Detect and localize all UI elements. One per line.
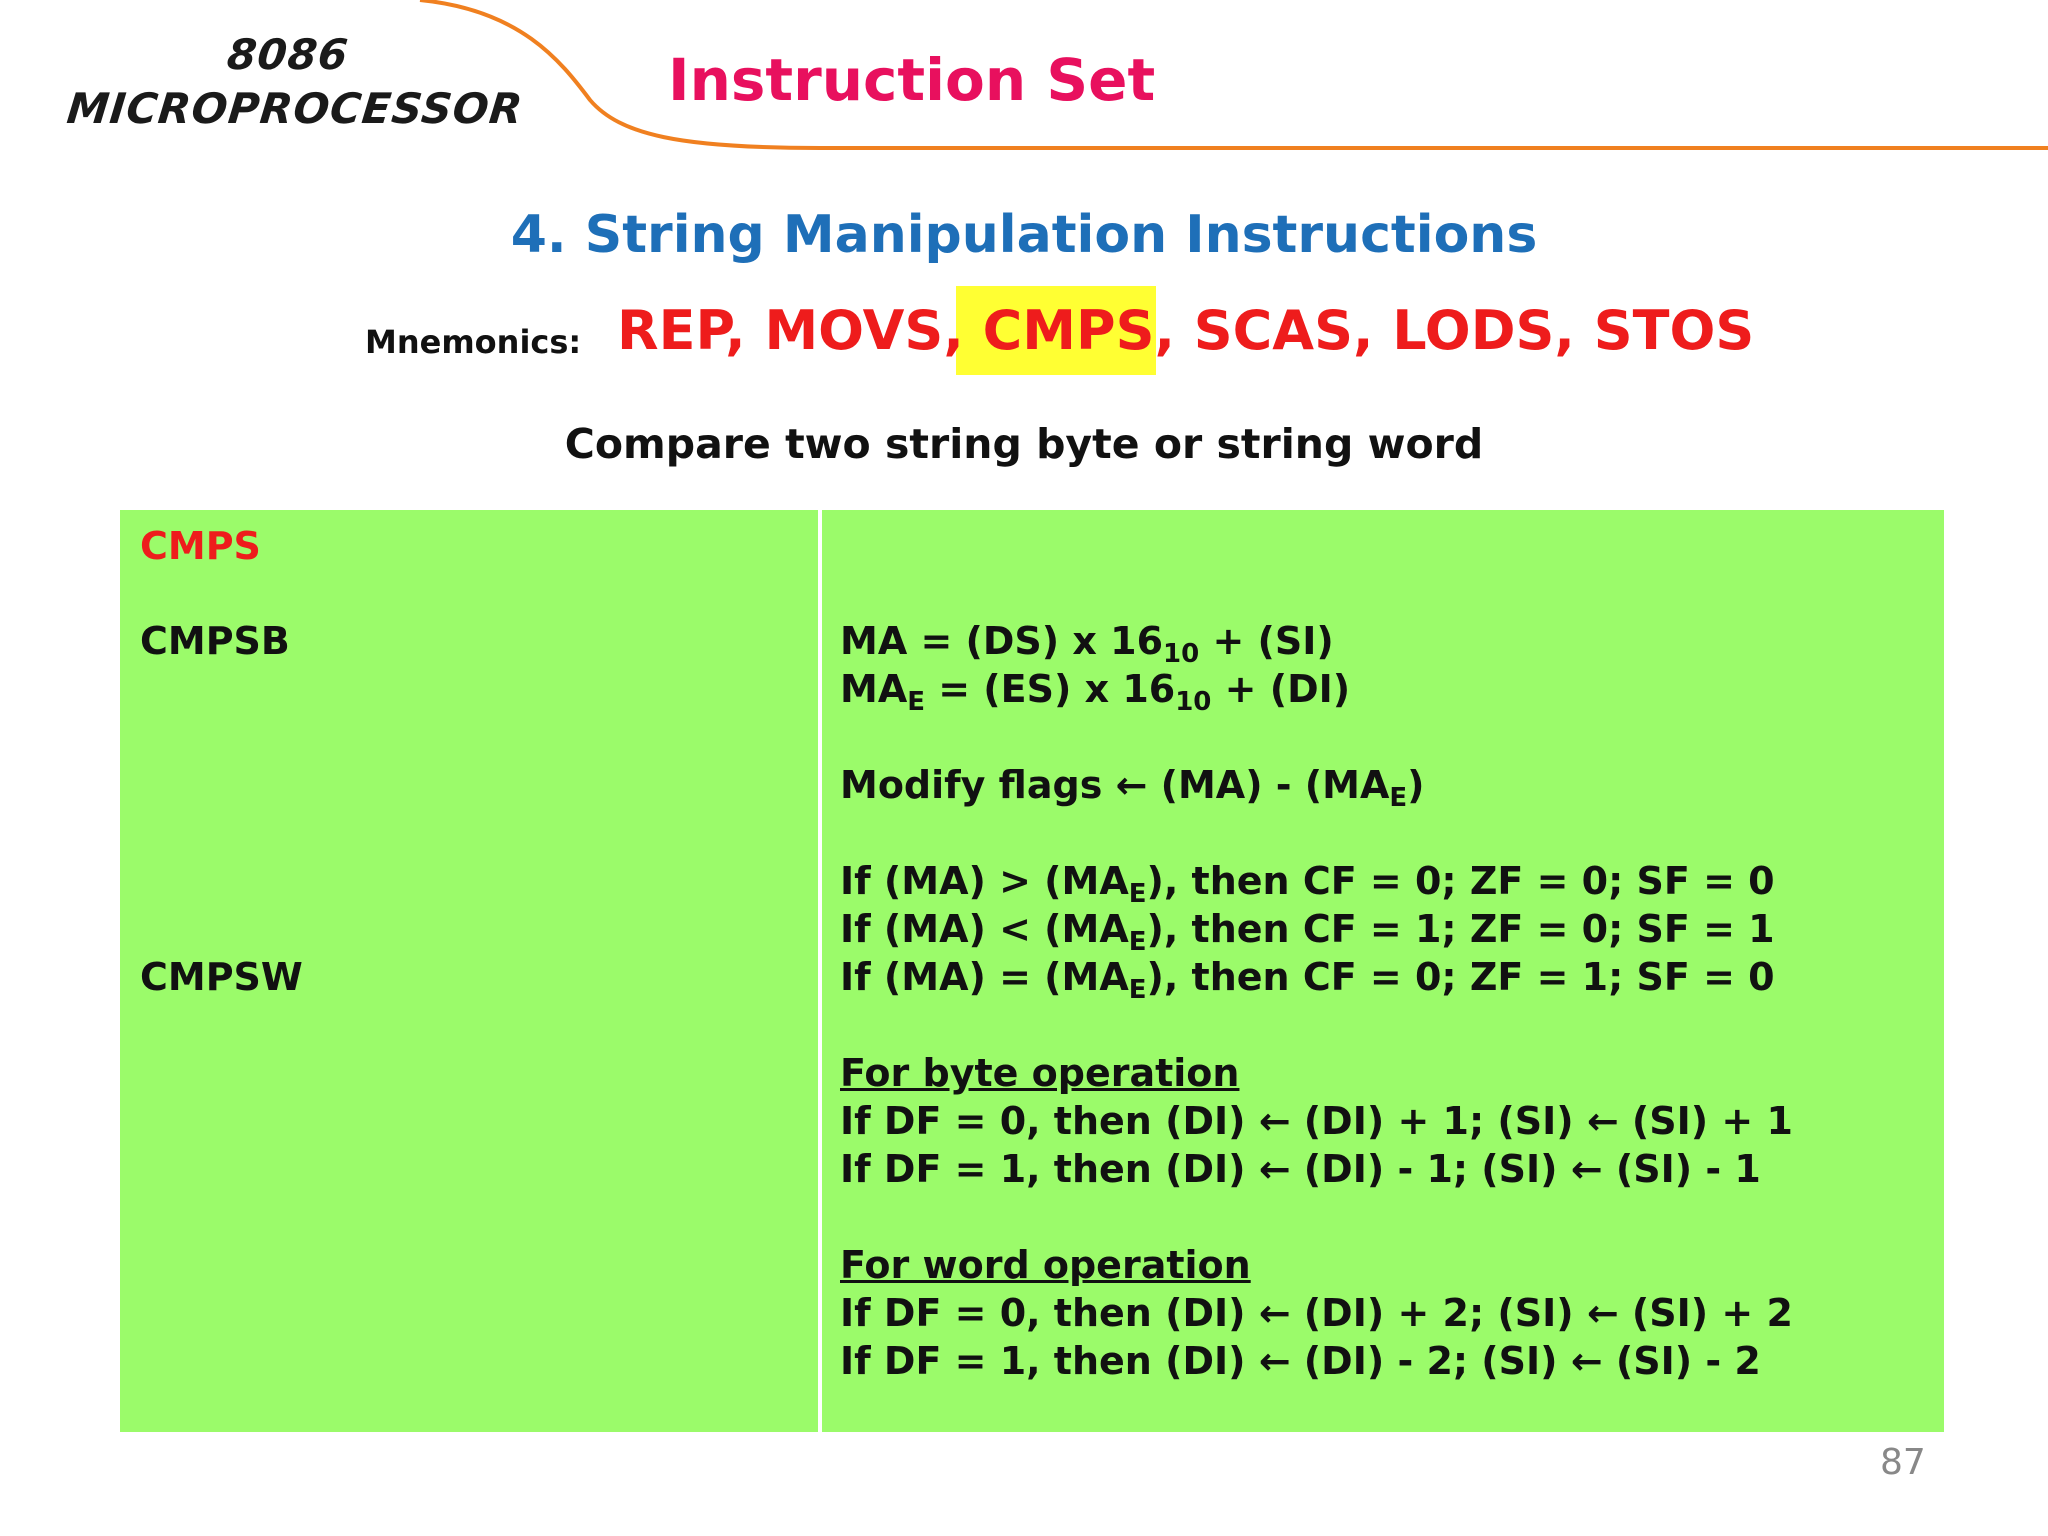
- condition-greater-line: If $(MA) > (MA_E)$, then CF = 0; ZF = 0; SF = 0: [840, 859, 1775, 909]
- word-df0-line: If DF = 0, then (DI) ← (DI) + 2; (SI) ← (SI) + 2: [840, 1291, 1793, 1335]
- slide-title: Instruction Set: [668, 46, 1156, 114]
- logo-line-1: 8086: [224, 30, 351, 79]
- memory-address-line: MA = (DS) x $16_{10} + (SI)$: [840, 619, 1334, 669]
- cmpsb-mnemonic: CMPSB: [140, 619, 290, 663]
- operation-description: [840, 617, 1793, 1385]
- mnemonics-list: REP, MOVS, CMPS, SCAS, LODS, STOS: [617, 299, 1755, 362]
- byte-operation-heading: For byte operation: [840, 1051, 1240, 1095]
- logo-text: [64, 28, 526, 136]
- condition-equal-line: If $(MA) = (MA_E)$, then CF = 0; ZF = 1; SF = 0: [840, 955, 1775, 1005]
- extra-memory-address-line: $MA_E = (ES)$ x $16_{10} + (DI)$: [840, 667, 1351, 717]
- cmps-mnemonic: CMPS: [140, 524, 261, 568]
- section-heading: 4. String Manipulation Instructions: [510, 205, 1538, 265]
- byte-df1-line: If DF = 1, then (DI) ← (DI) - 1; (SI) ← (SI) - 1: [840, 1147, 1761, 1191]
- word-df1-line: If DF = 1, then (DI) ← (DI) - 2; (SI) ← (SI) - 2: [840, 1339, 1761, 1383]
- condition-less-line: If $(MA) < (MA_E)$, then CF = 1; ZF = 0; SF = 1: [840, 907, 1775, 957]
- word-operation-heading: For word operation: [840, 1243, 1251, 1287]
- cmpsw-mnemonic: CMPSW: [140, 955, 303, 999]
- table-right-cell: [822, 510, 1944, 1432]
- logo-line-2: MICROPROCESSOR: [64, 84, 526, 133]
- modify-flags-line: Modify flags ← $(MA) - (MA_E)$: [840, 763, 1425, 813]
- byte-df0-line: If DF = 0, then (DI) ← (DI) + 1; (SI) ← (SI) + 1: [840, 1099, 1793, 1143]
- page-number: 87: [1880, 1442, 1926, 1483]
- mnemonics-label: Mnemonics:: [365, 323, 582, 361]
- table-left-cell: [120, 510, 818, 1432]
- slide-subtitle: Compare two string byte or string word: [564, 420, 1484, 468]
